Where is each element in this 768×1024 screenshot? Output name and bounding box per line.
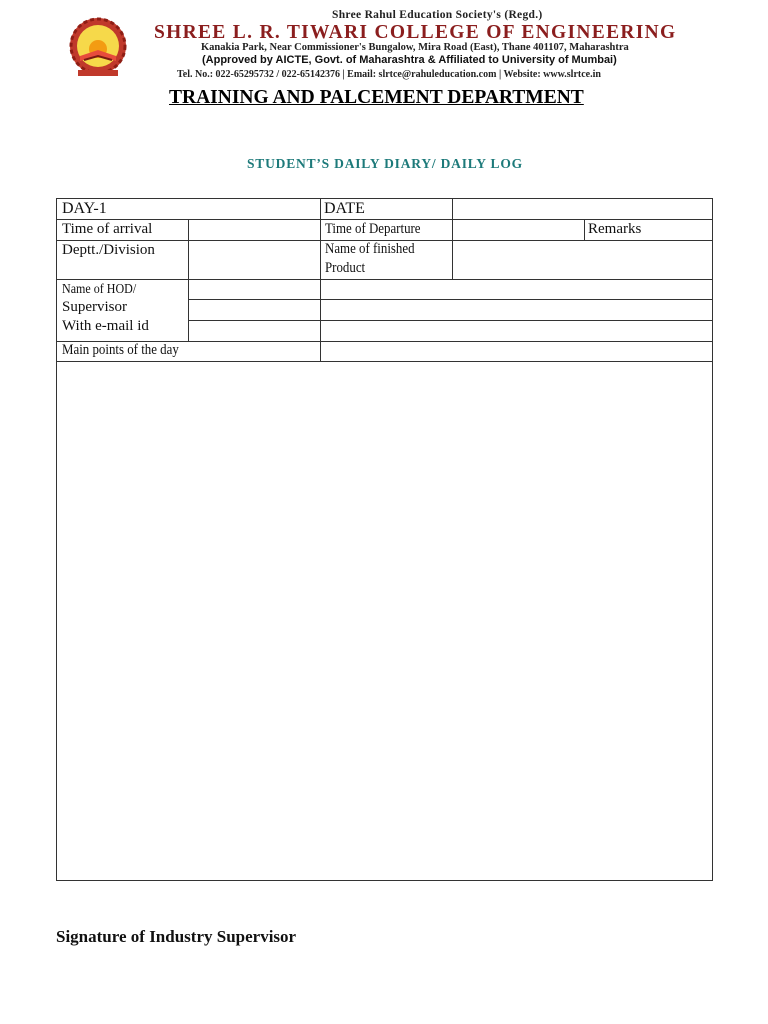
college-logo xyxy=(58,16,138,80)
hod-label-email: With e-mail id xyxy=(62,318,149,334)
dept-division-field[interactable] xyxy=(189,241,320,279)
date-field[interactable] xyxy=(453,199,712,219)
email-detail-field[interactable] xyxy=(321,321,712,341)
supervisor-field[interactable] xyxy=(189,300,320,320)
approval-line: (Approved by AICTE, Govt. of Maharashtra & Affiliated to University of Mumbai) xyxy=(202,54,617,66)
finished-product-field[interactable] xyxy=(453,241,712,279)
finished-product-label: Name of finished xyxy=(325,241,415,257)
hod-name-detail-field[interactable] xyxy=(321,280,712,299)
supervisor-detail-field[interactable] xyxy=(321,300,712,320)
time-of-departure-label: Time of Departure xyxy=(325,221,421,237)
signature-label: Signature of Industry Supervisor xyxy=(56,927,297,946)
main-points-summary-field[interactable] xyxy=(321,342,712,361)
contact-line: Tel. No.: 022-65295732 / 022-65142376 | Email: slrtce@rahuleducation.com | Website: www.slrtce.in xyxy=(177,69,601,80)
society-name: Shree Rahul Education Society's (Regd.) xyxy=(332,9,543,21)
finished-product-label-cont: Product xyxy=(325,260,366,276)
form-title: STUDENT’S DAILY DIARY/ DAILY LOG xyxy=(247,156,523,171)
time-of-arrival-label: Time of arrival xyxy=(62,221,153,237)
remarks-label: Remarks xyxy=(588,221,642,237)
main-points-area[interactable] xyxy=(57,362,712,880)
department-title: TRAINING AND PALCEMENT DEPARTMENT xyxy=(169,87,584,108)
time-of-arrival-field[interactable] xyxy=(189,220,320,240)
time-of-departure-field[interactable] xyxy=(453,220,584,240)
hod-label: Name of HOD/ xyxy=(62,282,137,297)
email-field[interactable] xyxy=(189,321,320,341)
remarks-field[interactable] xyxy=(585,220,712,240)
main-points-label: Main points of the day xyxy=(62,342,179,358)
college-name: SHREE L. R. TIWARI COLLEGE OF ENGINEERING xyxy=(154,22,677,43)
college-address: Kanakia Park, Near Commissioner's Bungalow, Mira Road (East), Thane 401107, Maharashtra xyxy=(201,42,629,53)
hod-label-cont: Supervisor xyxy=(62,299,127,315)
day-label: DAY-1 xyxy=(62,200,107,217)
date-label: DATE xyxy=(324,200,365,217)
hod-name-field[interactable] xyxy=(189,280,320,299)
dept-division-label: Deptt./Division xyxy=(62,242,155,258)
